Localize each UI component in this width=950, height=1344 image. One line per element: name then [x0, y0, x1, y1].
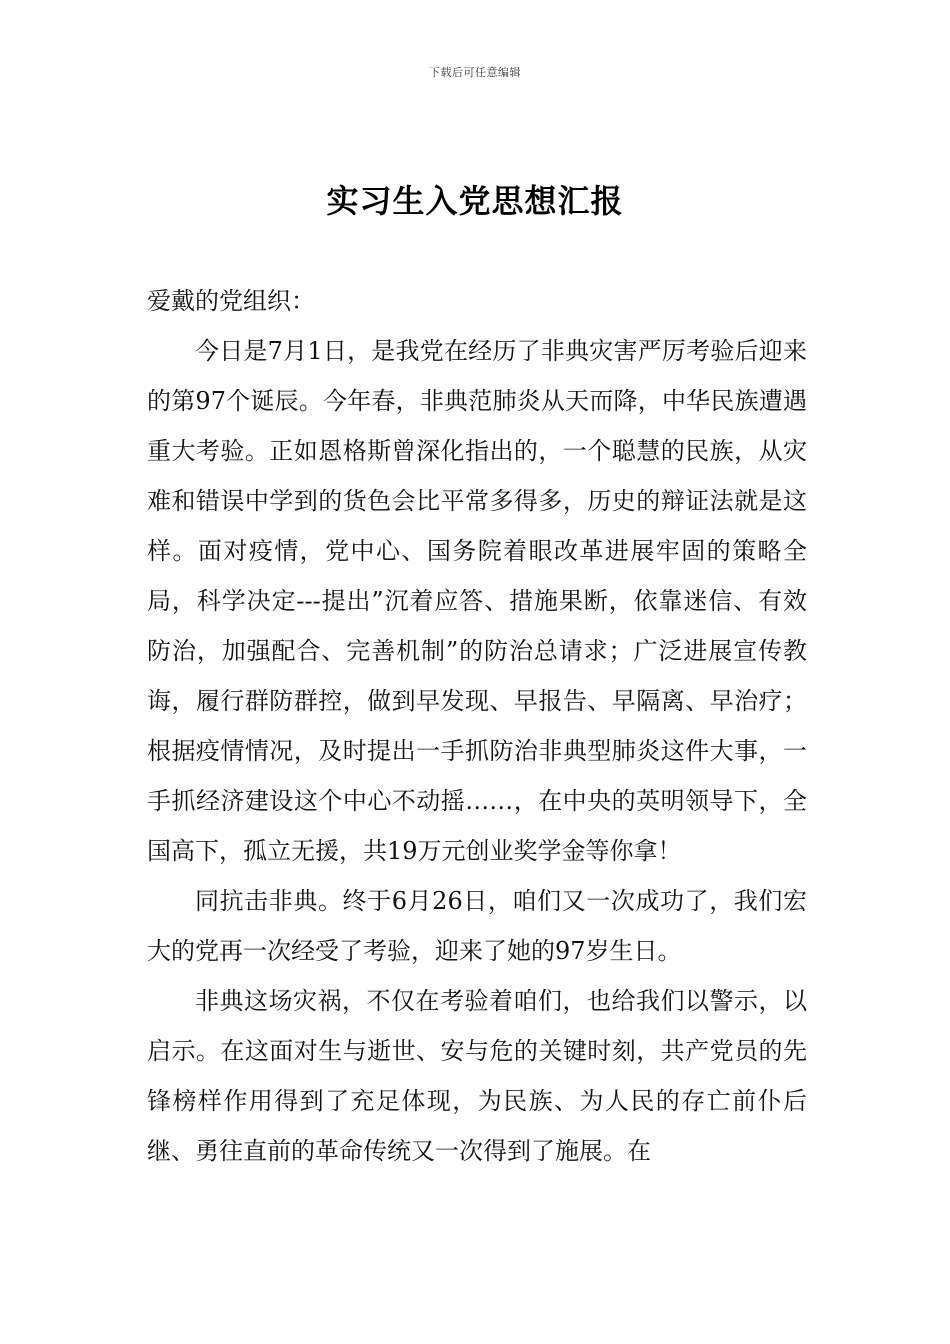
document-body — [147, 276, 807, 1176]
paragraph-1: 今日是7月1日，是我党在经历了非典灾害严厉考验后迎来的第97个诞辰。今年春，非典范肺炎从天而降，中华民族遭遇重大考验。正如恩格斯曾深化指出的，一个聪慧的民族，从灾难和错误中学到的货色会比平常多得多，历史的辩证法就是这样。面对疫情，党中心、国务院着眼改革进展牢固的策略全局，科学决定---提出”沉着应答、措施果断，依靠迷信、有效防治，加强配合、完善机制”的防治总请求；广泛进展宣传教诲，履行群防群控，做到早发现、早报告、早隔离、早治疗；根据疫情情况，及时提出一手抓防治非典型肺炎这件大事，一手抓经济建设这个中心不动摇……，在中央的英明领导下，全国高下，孤立无援，共19万元创业奖学金等你拿！ — [147, 337, 807, 865]
paragraph-2: 同抗击非典。终于6月26日，咱们又一次成功了，我们宏大的党再一次经受了考验，迎来了她的97岁生日。 — [147, 887, 807, 965]
header-note: 下载后可任意编辑 — [429, 66, 521, 79]
document-title: 实习生入党思想汇报 — [326, 182, 624, 220]
salutation: 爱戴的党组织： — [147, 287, 315, 315]
paragraph-3: 非典这场灾祸，不仅在考验着咱们，也给我们以警示，以启示。在这面对生与逝世、安与危的关键时刻，共产党员的先锋榜样作用得到了充足体现，为民族、为人民的存亡前仆后继、勇往直前的革命传统又一次得到了施展。在 — [147, 987, 807, 1165]
